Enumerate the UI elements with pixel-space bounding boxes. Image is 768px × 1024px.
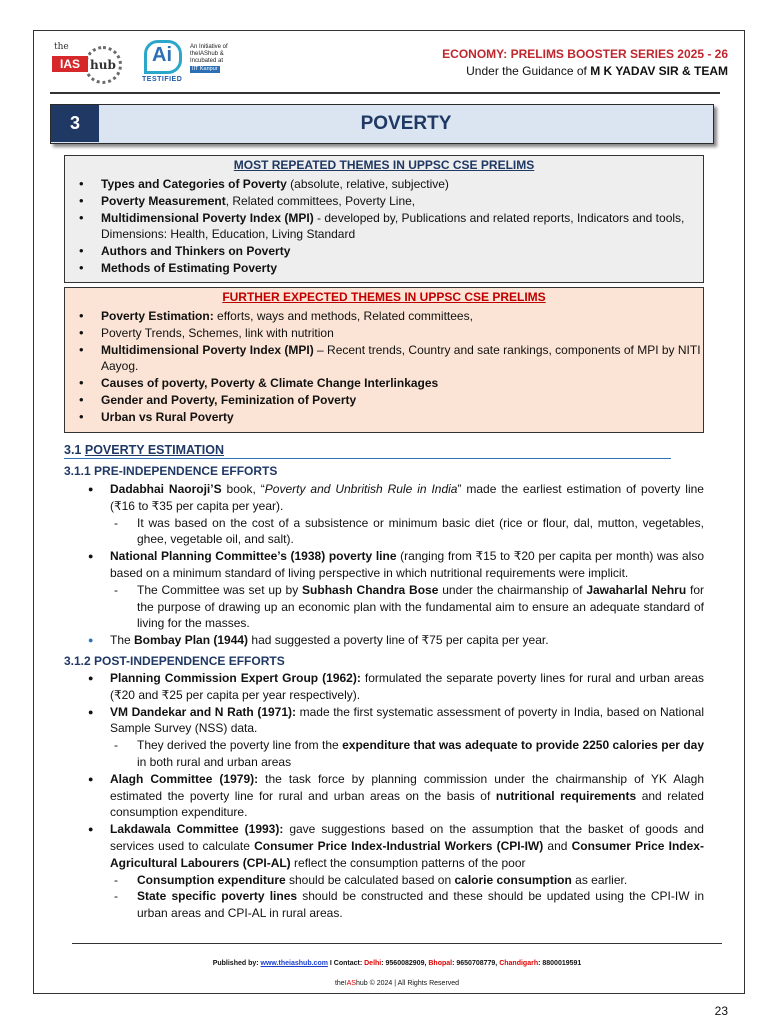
further-expected-themes-box [64,287,704,433]
list-item: ● Planning Commission Expert Group (1962): formulated the separate poverty lines for rural and urban areas (₹20 and ₹25 per capita per year respectively). [84,670,704,704]
list-item: ● National Planning Committee’s (1938) poverty line (ranging from ₹15 to ₹20 per capita per month) was also based on a minimum standard of living perspective in which nutritional requirements were implicit. [84,548,704,582]
page-number: 23 [714,1004,728,1018]
sub-list-item: - It was based on the cost of a subsistence or minimum basic diet (rice or flour, dal, mutton, vegetables, ghee, vegetable oil, and salt). [84,515,704,549]
section-title: POVERTY ESTIMATION [84,443,224,457]
theiashub-logo [52,40,138,88]
initiative-line: An Initiative of theIAShub & Incubated at [190,44,228,64]
footer-contact: Published by: www.theiashub.com I Contact: Delhi: 9560082909, Bhopal: 9650708779, Chandigarh: 8800019591 [212,960,582,967]
chapter-number: 3 [51,105,99,142]
ai-testified-logo [142,38,186,90]
logo-ias: IAS [52,56,88,72]
pre-independence-content [84,481,704,649]
logo-the: the [54,42,69,52]
logo-hub: hub [90,58,116,72]
list-item: • Methods of Estimating Poverty [77,260,703,277]
list-item: • Multidimensional Poverty Index (MPI) – Recent trends, Country and sate rankings, components of MPI by NITI Aayog. [77,342,703,376]
logo-testified: TESTIFIED [142,76,183,83]
list-item: • Urban vs Rural Poverty [77,409,703,426]
most-repeated-title: MOST REPEATED THEMES IN UPPSC CSE PRELIMS [233,158,535,172]
list-item: • Multidimensional Poverty Index (MPI) - developed by, Publications and related reports, Indicators and tools, Dimensions: Health, Education, Living Standard [77,210,703,244]
list-item: ● Alagh Committee (1979): the task force by planning commission under the chairmanship of YK Alagh estimated the poverty line for rural and urban areas on the basis of nutritional requirements and related consumption expenditure. [84,771,704,821]
logo-ai-text: Ai [152,44,172,66]
pre-independence-heading: 3.1.1 PRE-INDEPENDENCE EFFORTS [64,464,278,478]
list-item: • Causes of poverty, Poverty & Climate Change Interlinkages [77,375,703,392]
list-item: • Types and Categories of Poverty (absolute, relative, subjective) [77,176,703,193]
initiative-text [190,44,250,73]
sub-list-item: - The Committee was set up by Subhash Chandra Bose under the chairmanship of Jawaharlal Nehru for the purpose of drawing up an economic plan with the fundamental aim to ensure an adequate standard of living for the masses. [84,582,704,632]
guidance-prefix: Under the Guidance of [466,64,591,78]
copyright: theIAShub © 2024 | All Rights Reserved [334,980,460,987]
list-item: • Poverty Estimation: efforts, ways and methods, Related committees, [77,308,703,325]
footer-divider [72,943,722,944]
header-divider [50,92,720,94]
list-item: • Gender and Poverty, Feminization of Poverty [77,392,703,409]
section-heading [64,443,671,459]
post-independence-content [84,670,704,922]
post-independence-heading: 3.1.2 POST-INDEPENDENCE EFFORTS [64,654,285,668]
header [50,38,730,90]
further-expected-list [65,308,703,426]
list-item: • Poverty Trends, Schemes, link with nutrition [77,325,703,342]
list-item: ● Dadabhai Naoroji’S book, “Poverty and Unbritish Rule in India” made the earliest estimation of poverty line (₹16 to ₹35 per capita per year). [84,481,704,515]
list-item: ● Lakdawala Committee (1993): gave suggestions based on the assumption that the basket of goods and services used to calculate Consumer Price Index-Industrial Workers (CPI-IW) and Consumer Price Index- Agricultural Labourers (CPI-AL) reflect the consumption patterns of the poor [84,821,704,871]
list-item: • Poverty Measurement, Related committees, Poverty Line, [77,193,703,210]
series-title: ECONOMY: PRELIMS BOOSTER SERIES 2025 - 26 [442,47,728,61]
sub-list-item: - State specific poverty lines should be constructed and these should be updated using the CPI-IW in urban areas and CPI-AL in rural areas. [84,888,704,922]
list-item: ● The Bombay Plan (1944) had suggested a poverty line of ₹75 per capita per year. [84,632,704,649]
guidance-line [466,64,728,78]
list-item: ● VM Dandekar and N Rath (1971): made the first systematic assessment of poverty in India, based on National Sample Survey (NSS) data. [84,704,704,738]
sub-list-item: - They derived the poverty line from the expenditure that was adequate to provide 2250 calories per day in both rural and urban areas [84,737,704,771]
initiative-tag: IIT Kanpur [192,66,218,72]
further-expected-title: FURTHER EXPECTED THEMES IN UPPSC CSE PRELIMS [222,290,546,304]
guidance-name: M K YADAV SIR & TEAM [590,64,728,78]
most-repeated-themes-box [64,155,704,283]
sub-list-item: - Consumption expenditure should be calculated based on calorie consumption as earlier. [84,872,704,889]
most-repeated-list [65,176,703,277]
section-number: 3.1 [64,443,85,457]
chapter-bar [50,104,714,144]
website-link[interactable]: www.theiashub.com [260,960,328,967]
chapter-title: POVERTY [360,113,452,134]
list-item: • Authors and Thinkers on Poverty [77,243,703,260]
